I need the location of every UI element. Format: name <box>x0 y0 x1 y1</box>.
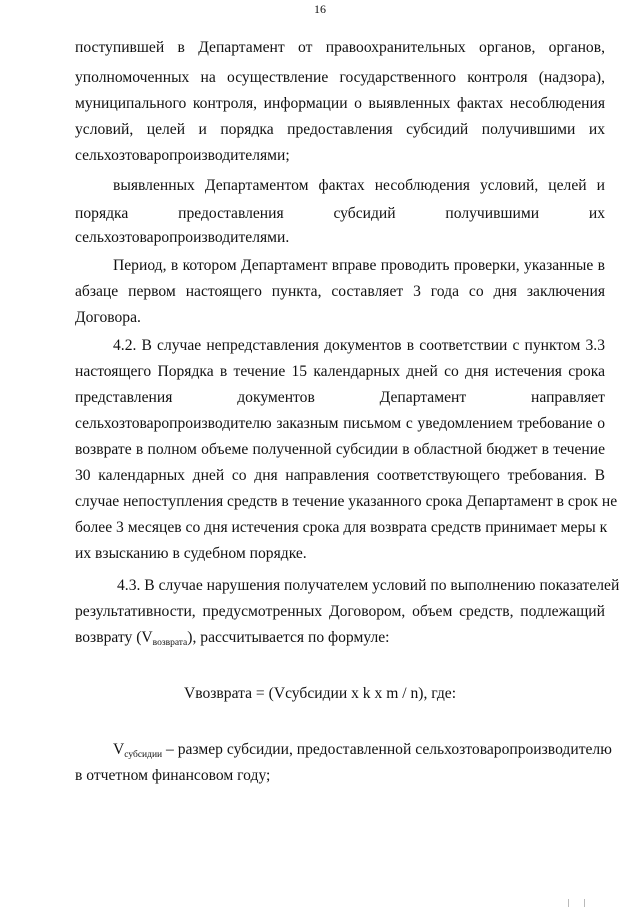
definition-line <box>113 740 612 765</box>
definition-symbol: V <box>113 741 125 758</box>
text-line: случае непоступления средств в течение указанного срока Департамент в срок не <box>75 493 618 510</box>
text-line: сельхозтоваропроизводителями; <box>75 147 290 164</box>
text-line: настоящего Порядка в течение 15 календарных дней со дня истечения срока <box>75 363 605 380</box>
definition-subscript: субсидии <box>124 750 163 760</box>
text-line: поступившей в Департамент от правоохранительных органов, органов, <box>75 39 605 56</box>
text-line: муниципального контроля, информации о выявленных фактах несоблюдения <box>75 95 605 112</box>
text-line: условий, целей и порядка предоставления субсидий получившими их <box>75 121 605 138</box>
definition-continuation: в отчетном финансовом году; <box>75 767 271 784</box>
text-line: уполномоченных на осуществление государственного контроля (надзора), <box>75 69 605 86</box>
text-line: абзаце первом настоящего пункта, составляет 3 года со дня заключения <box>75 283 605 300</box>
text-line: Период, в котором Департамент вправе проводить проверки, указанные в <box>113 257 605 274</box>
text-line: результативности, предусмотренных Договором, объем средств, подлежащий <box>75 603 605 620</box>
formula-intro-line <box>75 628 605 653</box>
definition-text: – размер субсидии, предоставленной сельхозтоваропроизводителю <box>162 741 612 758</box>
text-line: Договора. <box>75 309 141 326</box>
page-number: 16 <box>314 2 326 16</box>
text-line: 30 календарных дней со дня направления соответствующего требования. В <box>75 467 605 484</box>
text-line: более 3 месяцев со дня истечения срока для возврата средств принимает меры к <box>75 519 608 536</box>
text-line: 4.3. В случае нарушения получателем условий по выполнению показателей <box>117 577 620 594</box>
text-line: сельхозтоваропроизводителями. <box>75 229 290 246</box>
text-line: порядка предоставления субсидий получившими их <box>75 205 605 222</box>
text-line: возврате в полном объеме полученной субсидии в областной бюджет в течение <box>75 441 605 458</box>
formula: Vвозврата = (Vсубсидии x k x m / n), где: <box>183 685 457 702</box>
footer-marks: | | <box>568 898 592 907</box>
text-line: 4.2. В случае непредставления документов в соответствии с пунктом 3.3 <box>113 337 605 354</box>
formula-intro-before: возврату (V <box>75 629 153 646</box>
text-line: их взысканию в судебном порядке. <box>75 545 307 562</box>
formula-intro-subscript: возврата <box>152 638 188 648</box>
text-line: сельхозтоваропроизводителю заказным письмом с уведомлением требование о <box>75 415 605 432</box>
text-line: выявленных Департаментом фактах несоблюдения условий, целей и <box>113 177 605 194</box>
text-line: представления документов Департамент направляет <box>75 389 605 406</box>
formula-intro-after: ), рассчитывается по формуле: <box>187 629 390 646</box>
